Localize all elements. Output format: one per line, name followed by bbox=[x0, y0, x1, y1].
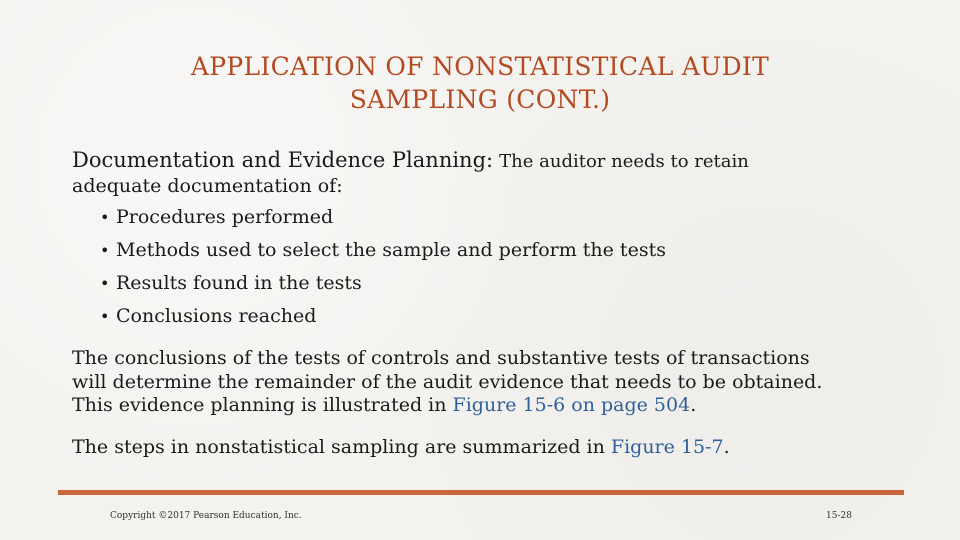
bullet-icon: • bbox=[100, 307, 110, 326]
para1-prefix: This evidence planning is illustrated in bbox=[72, 394, 447, 416]
intro-lead: The auditor needs to retain bbox=[499, 151, 749, 172]
bullet-list bbox=[72, 201, 892, 333]
steps-paragraph bbox=[72, 436, 892, 460]
intro-line-2: adequate documentation of: bbox=[72, 175, 343, 197]
para1-line-1: The conclusions of the tests of controls and substantive tests of transactions bbox=[72, 347, 810, 369]
bullet-icon: • bbox=[100, 274, 110, 293]
figure-15-7-link[interactable]: Figure 15-7 bbox=[610, 435, 724, 458]
list-item bbox=[102, 201, 892, 234]
slide-title bbox=[100, 50, 860, 116]
bullet-text: Procedures performed bbox=[116, 206, 334, 228]
bullet-icon: • bbox=[100, 241, 110, 260]
intro-heading: Documentation and Evidence Planning: bbox=[72, 148, 494, 172]
footer-divider bbox=[58, 490, 904, 495]
para2-prefix: The steps in nonstatistical sampling are summarized in bbox=[72, 435, 605, 458]
conclusions-paragraph bbox=[72, 347, 892, 418]
list-item bbox=[102, 300, 892, 333]
title-line-1: APPLICATION OF NONSTATISTICAL AUDIT bbox=[190, 52, 770, 81]
list-item bbox=[102, 234, 892, 267]
copyright-text: Copyright ©2017 Pearson Education, Inc. bbox=[110, 511, 302, 521]
title-line-2: SAMPLING (CONT.) bbox=[349, 85, 611, 114]
bullet-text: Results found in the tests bbox=[116, 272, 362, 294]
page-number: 15-28 bbox=[826, 511, 852, 521]
para1-suffix: . bbox=[690, 394, 697, 416]
para1-line-2: will determine the remainder of the audit evidence that needs to be obtained. bbox=[72, 370, 823, 393]
bullet-text: Conclusions reached bbox=[116, 305, 317, 327]
para1-line-3 bbox=[72, 394, 892, 418]
para2-suffix: . bbox=[723, 435, 730, 458]
slide-content bbox=[72, 148, 892, 459]
bullet-icon: • bbox=[100, 208, 110, 227]
bullet-text: Methods used to select the sample and perform the tests bbox=[116, 239, 666, 261]
list-item bbox=[102, 267, 892, 300]
figure-15-6-link[interactable]: Figure 15-6 on page 504 bbox=[452, 394, 691, 416]
intro-paragraph bbox=[72, 148, 892, 198]
